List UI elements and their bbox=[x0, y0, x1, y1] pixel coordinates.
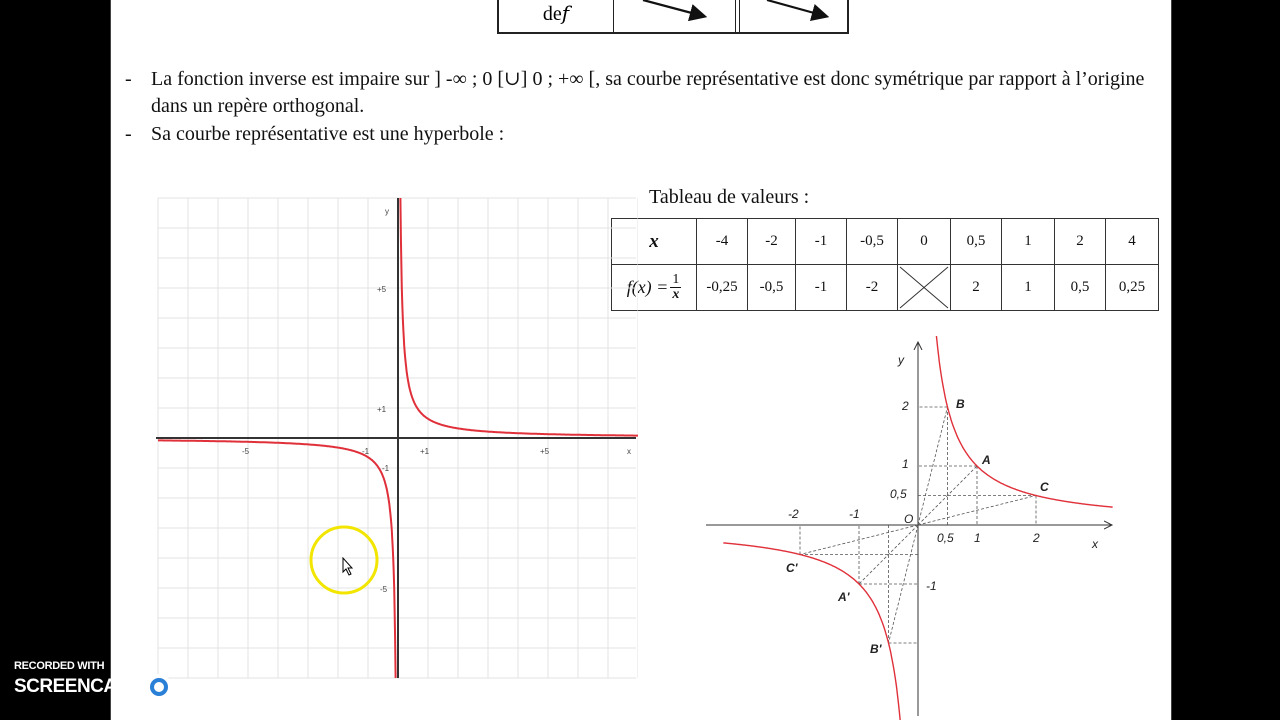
fx-cell: -2 bbox=[847, 265, 898, 311]
fx-cell: -0,5 bbox=[748, 265, 796, 311]
x-cell: -1 bbox=[796, 219, 847, 265]
decreasing-arrow bbox=[767, 0, 825, 16]
left-hyperbola-graph bbox=[156, 196, 638, 680]
point-label-b-prime: B' bbox=[870, 642, 882, 656]
fx-cell: 1 bbox=[1002, 265, 1055, 311]
variation-table-fragment bbox=[497, 0, 849, 34]
decreasing-arrow bbox=[643, 0, 703, 16]
variation-label-var: f bbox=[561, 1, 570, 25]
point-label-c: C bbox=[1040, 480, 1049, 494]
values-table-title: Tableau de valeurs : bbox=[649, 186, 810, 208]
tick-label: +5 bbox=[540, 447, 550, 456]
tick-label: +1 bbox=[420, 447, 430, 456]
fraction-denominator: x bbox=[672, 287, 680, 302]
tick-label: +1 bbox=[377, 405, 387, 414]
watermark-brand-right: MATIC bbox=[177, 676, 235, 697]
y-axis-label: y bbox=[898, 353, 904, 367]
watermark-recorded-text: RECORDED WITH bbox=[14, 660, 105, 672]
bullet-text: Sa courbe représentative est une hyperbole : bbox=[151, 123, 505, 145]
screencast-logo-icon bbox=[146, 674, 172, 700]
values-table bbox=[611, 218, 1159, 311]
point-label-a: A bbox=[982, 453, 991, 467]
fx-row bbox=[612, 265, 1159, 311]
construction-line bbox=[918, 407, 948, 525]
tick-label: 2 bbox=[902, 399, 909, 413]
y-axis-label: y bbox=[385, 207, 389, 216]
tick-label: 2 bbox=[1033, 531, 1040, 545]
fx-cell: 0,25 bbox=[1106, 265, 1159, 311]
x-cell: 4 bbox=[1106, 219, 1159, 265]
fx-cell-undefined bbox=[898, 265, 951, 311]
x-row bbox=[612, 219, 1159, 265]
bullet-text: La fonction inverse est impaire sur ] -∞ ; 0 [∪] 0 ; +∞ [, sa courbe représentative est donc symétrique par rapport à l’origine dans un repère orthogonal. bbox=[151, 68, 1145, 117]
tick-label: -5 bbox=[242, 447, 250, 456]
watermark-brand bbox=[14, 674, 234, 700]
x-cell: 2 bbox=[1055, 219, 1106, 265]
construction-line bbox=[889, 525, 919, 643]
x-cell: -2 bbox=[748, 219, 796, 265]
tick-label: -5 bbox=[380, 585, 388, 594]
hyperbola-branch-negative bbox=[158, 440, 396, 678]
x-header: x bbox=[612, 219, 697, 265]
tick-label: -1 bbox=[362, 447, 370, 456]
point-label-b: B bbox=[956, 397, 965, 411]
tick-label: -1 bbox=[926, 579, 937, 593]
bullet-dash: - bbox=[125, 68, 132, 90]
bullet-dash: - bbox=[125, 123, 132, 145]
point-label-a-prime: A' bbox=[838, 590, 850, 604]
fx-cell: -0,25 bbox=[697, 265, 748, 311]
x-cell: -0,5 bbox=[847, 219, 898, 265]
cross-mark bbox=[898, 265, 950, 310]
origin-label: O bbox=[904, 512, 914, 526]
variation-label-prefix: de bbox=[542, 3, 562, 25]
hyperbola-branch-positive bbox=[400, 198, 638, 436]
tick-label: +5 bbox=[377, 285, 387, 294]
hyperbola-branch-negative bbox=[723, 543, 901, 720]
fx-cell: -1 bbox=[796, 265, 847, 311]
construction-line bbox=[918, 496, 1036, 526]
right-hyperbola-graph bbox=[700, 336, 1120, 720]
bullet-item bbox=[125, 121, 1165, 148]
tick-label: -1 bbox=[849, 507, 860, 521]
fraction bbox=[670, 273, 681, 302]
tick-label: 1 bbox=[902, 457, 909, 471]
x-cell: 1 bbox=[1002, 219, 1055, 265]
x-axis-label: x bbox=[1092, 537, 1098, 551]
variation-arrows bbox=[499, 0, 847, 32]
fraction-numerator: 1 bbox=[672, 272, 680, 287]
mouse-cursor-icon bbox=[343, 558, 352, 575]
screencast-watermark bbox=[14, 660, 234, 700]
x-cell: 0 bbox=[898, 219, 951, 265]
construction-line bbox=[800, 525, 918, 555]
tick-label: 0,5 bbox=[937, 531, 954, 545]
bullet-list bbox=[125, 66, 1165, 148]
bullet-item bbox=[125, 66, 1165, 120]
fx-cell: 2 bbox=[951, 265, 1002, 311]
x-axis-label: x bbox=[627, 447, 631, 456]
watermark-brand-left: SCREENCAST bbox=[14, 676, 140, 697]
tick-label: -1 bbox=[382, 464, 390, 473]
x-cell: 0,5 bbox=[951, 219, 1002, 265]
tick-label: -2 bbox=[788, 507, 799, 521]
fx-left: f(x) = bbox=[626, 277, 669, 297]
tick-label: 1 bbox=[974, 531, 981, 545]
fx-cell: 0,5 bbox=[1055, 265, 1106, 311]
tick-label: 0,5 bbox=[890, 487, 907, 501]
point-label-c-prime: C' bbox=[786, 561, 798, 575]
x-cell: -4 bbox=[697, 219, 748, 265]
